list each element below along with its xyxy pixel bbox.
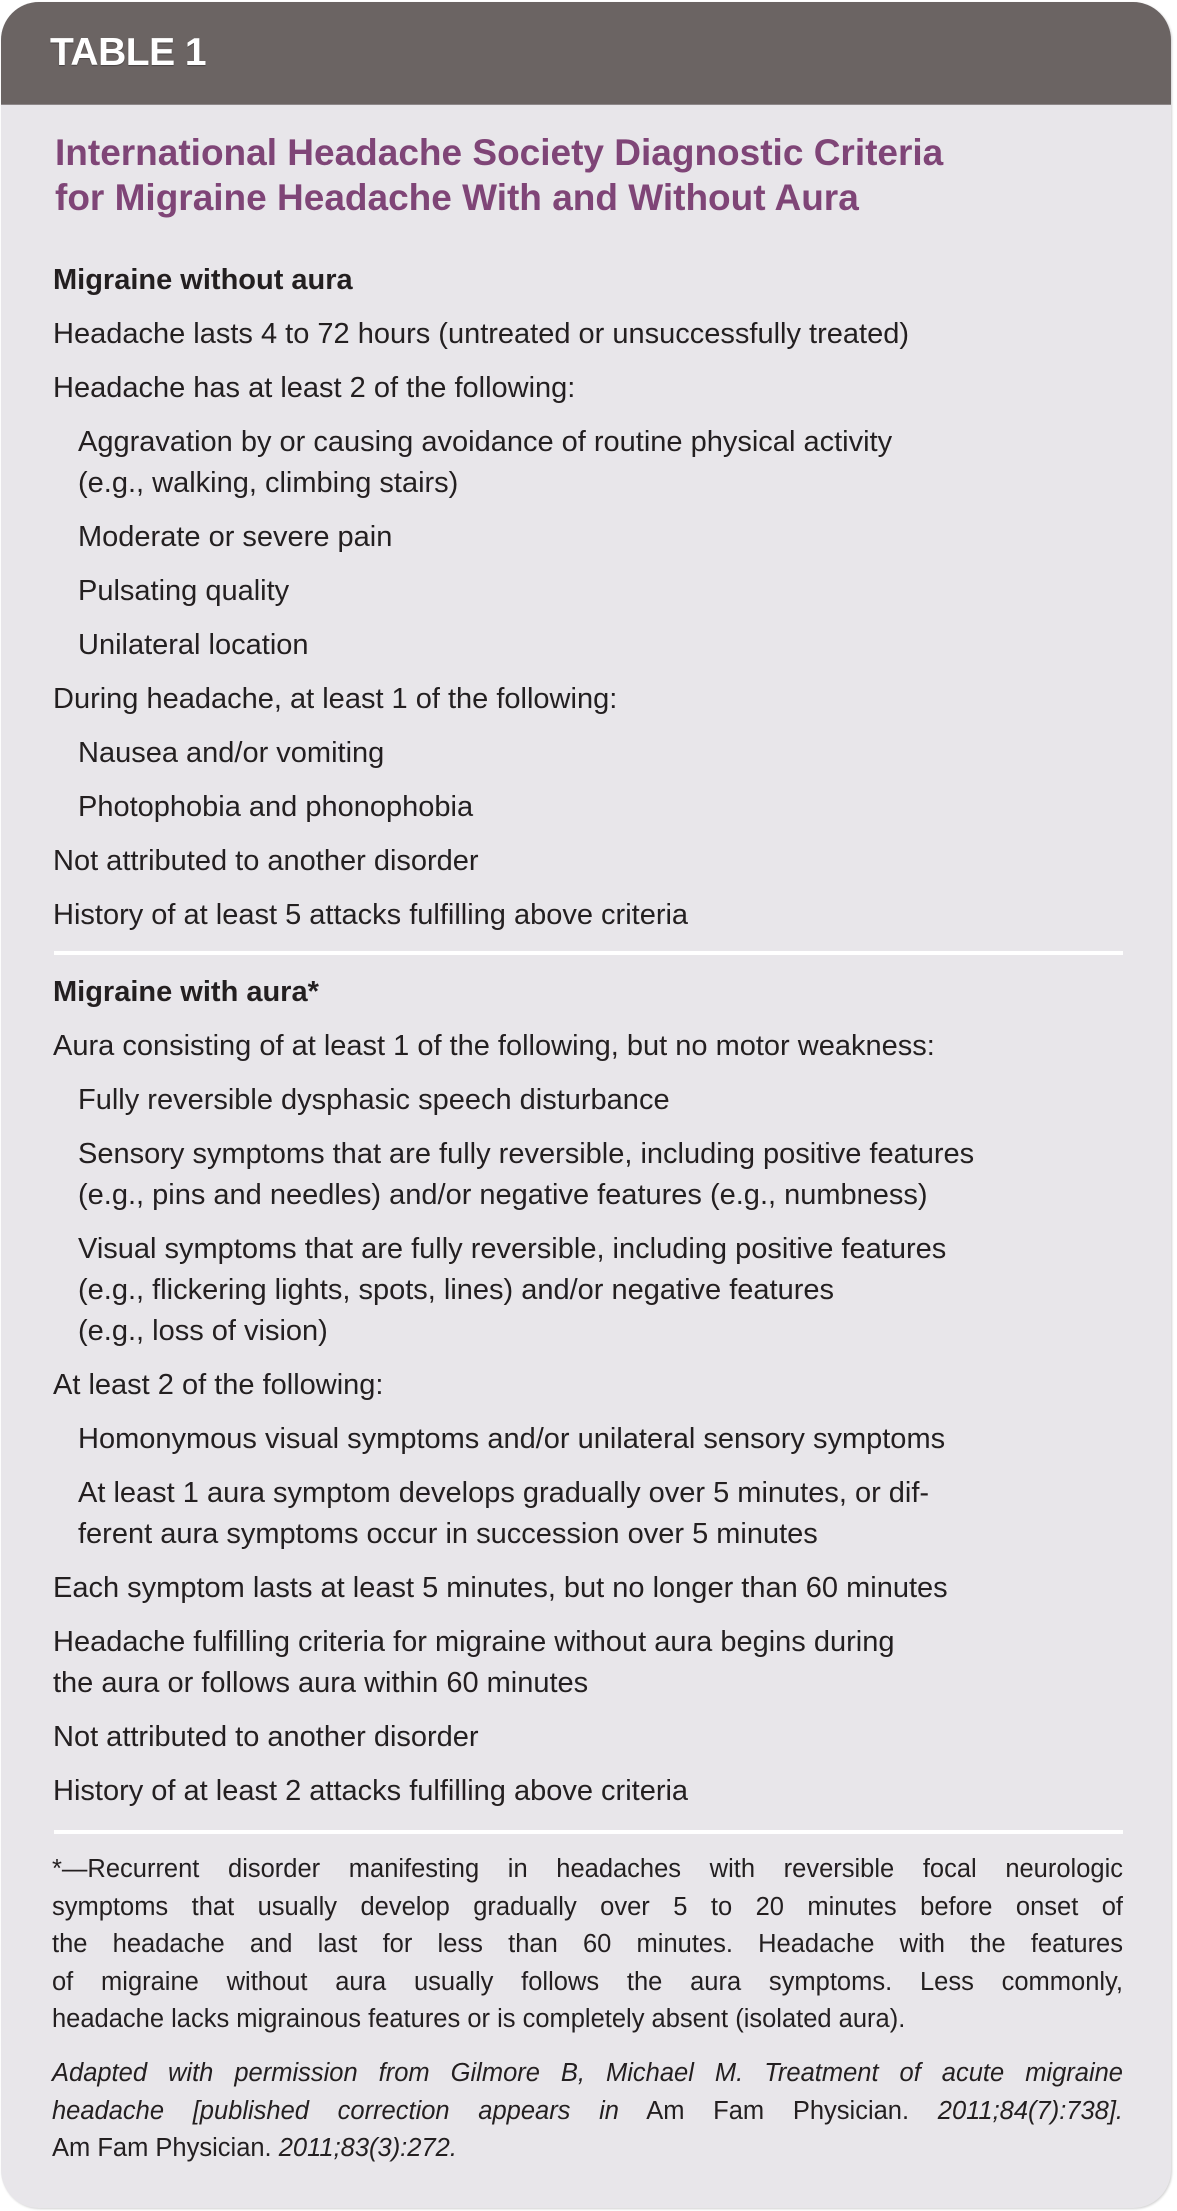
criteria-line: Nausea and/or vomiting — [78, 737, 385, 769]
footnote-divider — [54, 1830, 1123, 1834]
criteria-line: Aura consisting of at least 1 of the following, but no motor weakness: — [53, 1030, 935, 1062]
source-line: Adapted with permission from Gilmore B, Michael M. Treatment of acute migraine — [52, 2059, 1123, 2087]
footnote-line: the headache and last for less than 60 minutes. Headache with the features — [52, 1930, 1123, 1958]
criteria-line: Headache fulfilling criteria for migraine without aura begins during — [53, 1626, 895, 1658]
criteria-item — [53, 841, 1128, 882]
criteria-item — [53, 314, 1128, 355]
source-line: Am Fam Physician. 2011;83(3):272. — [52, 2134, 457, 2162]
criteria-line: History of at least 2 attacks fulfilling above criteria — [53, 1775, 689, 1807]
footnote-line: symptoms that usually develop gradually over 5 to 20 minutes before onset of — [52, 1892, 1123, 1921]
criteria-subitem — [53, 517, 1128, 558]
footnote-line: of migraine without aura usually follows the aura symptoms. Less commonly, — [52, 1967, 1123, 1996]
criteria-line: Headache has at least 2 of the following: — [53, 372, 576, 404]
criteria-item — [53, 1771, 1128, 1812]
table-title — [55, 130, 1145, 220]
criteria-line: Pulsating quality — [78, 575, 290, 607]
criteria-item — [53, 1026, 1128, 1067]
criteria-line: Unilateral location — [78, 629, 309, 661]
criteria-subitem — [53, 733, 1128, 774]
criteria-line: At least 1 aura symptom develops gradually over 5 minutes, or dif- — [78, 1477, 930, 1509]
table-header-bar — [1, 2, 1171, 105]
source-citation — [52, 2055, 1123, 2168]
table-title-line: for Migraine Headache With and Without Aura — [55, 177, 859, 218]
criteria-item — [53, 368, 1128, 409]
criteria-subitem — [53, 625, 1128, 666]
criteria-line: (e.g., flickering lights, spots, lines) and/or negative features — [78, 1274, 834, 1306]
criteria-line: Photophobia and phonophobia — [78, 791, 474, 823]
criteria-line: the aura or follows aura within 60 minutes — [53, 1667, 589, 1699]
criteria-subitem — [53, 571, 1128, 612]
criteria-line: ferent aura symptoms occur in succession over 5 minutes — [78, 1518, 818, 1550]
criteria-subitem — [53, 1080, 1128, 1121]
criteria-item — [53, 1365, 1128, 1406]
criteria-line: Visual symptoms that are fully reversible, including positive features — [78, 1233, 947, 1265]
criteria-line: (e.g., pins and needles) and/or negative features (e.g., numbness) — [78, 1179, 928, 1211]
criteria-item — [53, 1568, 1128, 1609]
criteria-line: Aggravation by or causing avoidance of routine physical activity — [78, 426, 893, 458]
criteria-subitem — [53, 1419, 1128, 1460]
footnote-line: headache lacks migrainous features or is completely absent (isolated aura). — [52, 2005, 906, 2033]
section-divider — [54, 951, 1123, 955]
criteria-line: History of at least 5 attacks fulfilling above criteria — [53, 899, 689, 931]
section-heading: Migraine without aura — [53, 264, 353, 296]
criteria-line: Sensory symptoms that are fully reversible, including positive features — [78, 1138, 975, 1170]
criteria-line: Each symptom lasts at least 5 minutes, but no longer than 60 minutes — [53, 1572, 948, 1604]
criteria-line: Headache lasts 4 to 72 hours (untreated or unsuccessfully treated) — [53, 318, 909, 350]
table-card — [1, 2, 1171, 2208]
criteria-line: Not attributed to another disorder — [53, 845, 479, 877]
source-line: headache [published correction appears in Am Fam Physician. 2011;84(7):738]. — [52, 2096, 1124, 2125]
footnote-line: *—Recurrent disorder manifesting in headaches with reversible focal neurologic — [52, 1855, 1123, 1883]
criteria-item — [53, 1717, 1128, 1758]
criteria-line: Homonymous visual symptoms and/or unilateral sensory symptoms — [78, 1423, 946, 1455]
table-title-line: International Headache Society Diagnostic Criteria — [55, 132, 944, 173]
criteria-subitem — [53, 422, 1128, 504]
footnote — [52, 1851, 1123, 2039]
criteria-subitem — [53, 787, 1128, 828]
criteria-subitem — [53, 1229, 1128, 1352]
section-migraine-without-aura — [53, 260, 1128, 949]
criteria-item — [53, 679, 1128, 720]
criteria-subitem — [53, 1134, 1128, 1216]
table-label: TABLE 1 — [50, 31, 207, 74]
criteria-line: During headache, at least 1 of the following: — [53, 683, 618, 715]
criteria-line: Not attributed to another disorder — [53, 1721, 479, 1753]
criteria-item — [53, 1622, 1128, 1704]
section-heading: Migraine with aura* — [53, 976, 319, 1008]
criteria-line: (e.g., loss of vision) — [78, 1315, 328, 1347]
section-migraine-with-aura — [53, 972, 1128, 1825]
criteria-line: (e.g., walking, climbing stairs) — [78, 467, 459, 499]
criteria-line: At least 2 of the following: — [53, 1369, 384, 1401]
criteria-subitem — [53, 1473, 1128, 1555]
criteria-line: Fully reversible dysphasic speech disturbance — [78, 1084, 670, 1116]
criteria-line: Moderate or severe pain — [78, 521, 393, 553]
criteria-item — [53, 895, 1128, 936]
